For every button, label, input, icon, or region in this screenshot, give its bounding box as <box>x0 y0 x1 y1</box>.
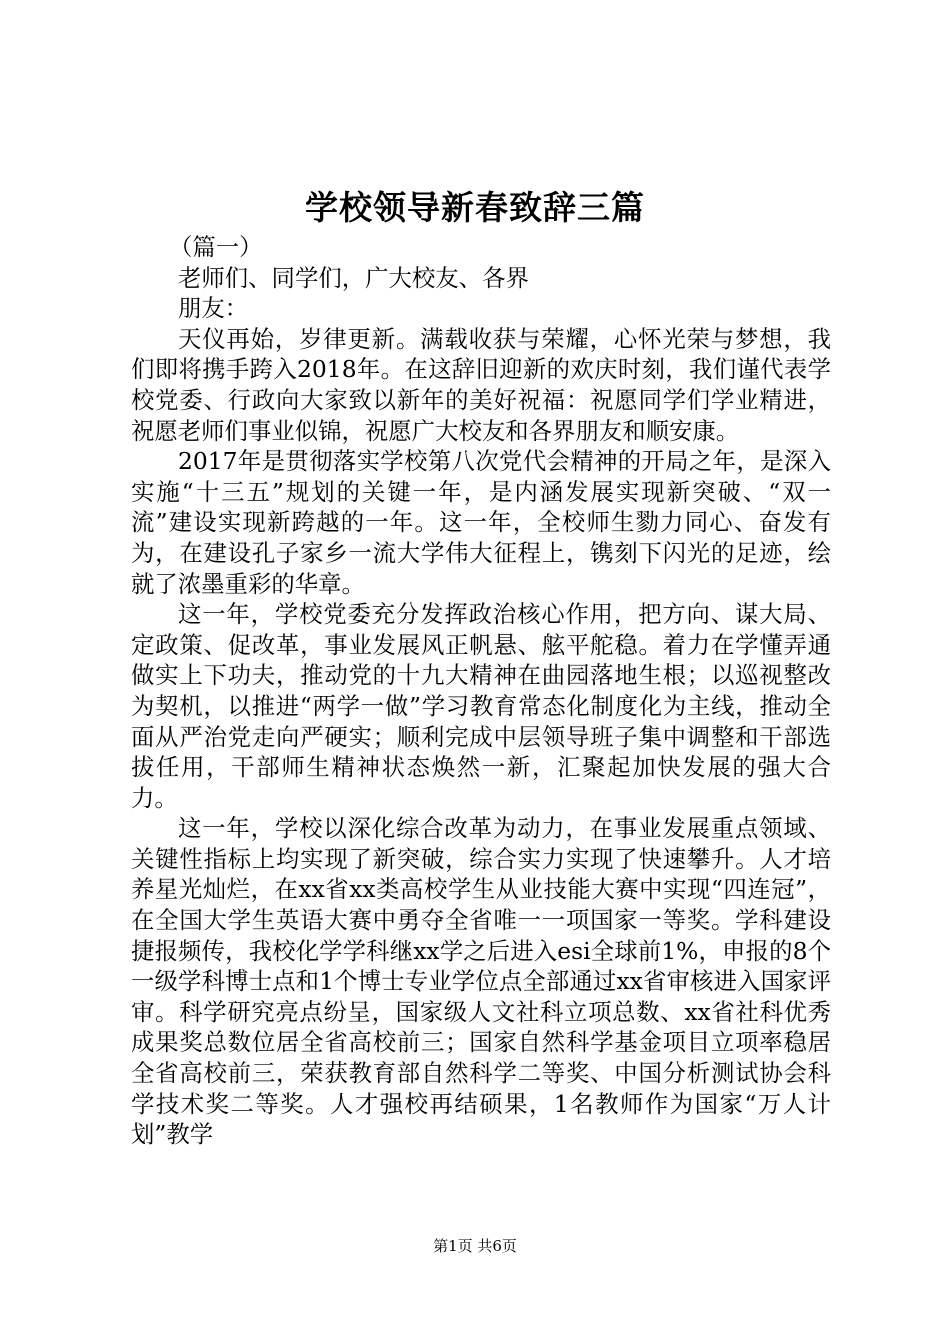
paragraph-4: 这一年，学校以深化综合改革为动力，在事业发展重点领域、关键性指标上均实现了新突破，综合实力实现了快速攀升。人才培养星光灿烂，在xx省xx类高校学生从业技能大赛中实现“四连冠”，在全国大学生英语大赛中勇夺全省唯一一项国家一等奖。学科建设捷报频传，我校化学学科继xx学之后进入esi全球前1%，申报的8个一级学科博士点和1个博士专业学位点全部通过xx省审核进入国家评审。科学研究亮点纷呈，国家级人文社科立项总数、xx省社科优秀成果奖总数位居全省高校前三；国家自然科学基金项目立项率稳居全省高校前三，荣获教育部自然科学二等奖、中国分析测试协会科学技术奖二等奖。人才强校再结硕果，1名教师作为国家“万人计划”教学 <box>131 814 831 1149</box>
paragraph-2: 2017年是贯彻落实学校第八次党代会精神的开局之年，是深入实施“十三五”规划的关键一年，是内涵发展实现新突破、“双一流”建设实现新跨越的一年。这一年，全校师生勠力同心、奋发有为，在建设孔子家乡一流大学伟大征程上，镌刻下闪光的足迹，绘就了浓墨重彩的华章。 <box>131 447 831 598</box>
paragraph-1: 天仪再始，岁律更新。满载收获与荣耀，心怀光荣与梦想，我们即将携手跨入2018年。在这辞旧迎新的欢庆时刻，我们谨代表学校党委、行政向大家致以新年的美好祝福：祝愿同学们学业精进，祝愿老师们事业似锦，祝愿广大校友和各界朋友和顺安康。 <box>131 324 831 445</box>
document-body <box>131 232 831 1150</box>
page-footer: 第1页 共6页 <box>433 1237 517 1255</box>
document-title: 学校领导新春致辞三篇 <box>305 188 645 227</box>
salutation-line-1: 老师们、同学们，广大校友、各界 <box>178 263 529 292</box>
paragraph-3: 这一年，学校党委充分发挥政治核心作用，把方向、谋大局、定政策、促改革，事业发展风正帆悬、舷平舵稳。着力在学懂弄通做实上下功夫，推动党的十九大精神在曲园落地生根；以巡视整改为契机，以推进“两学一做”学习教育常态化制度化为主线，推动全面从严治党走向严硬实；顺利完成中层领导班子集中调整和干部选拔任用，干部师生精神状态焕然一新，汇聚起加快发展的强大合力。 <box>131 600 831 812</box>
salutation-line-2: 朋友： <box>178 294 249 323</box>
section-label: （篇一） <box>169 233 263 261</box>
